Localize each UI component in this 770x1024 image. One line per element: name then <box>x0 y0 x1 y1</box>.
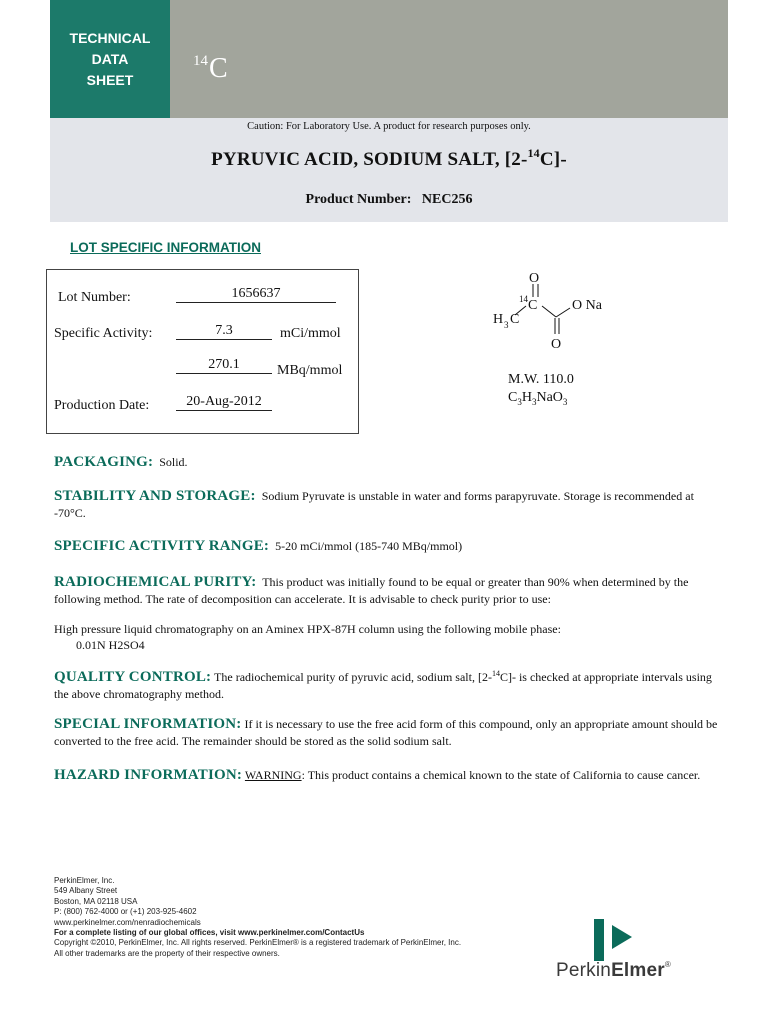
formula-sub: 3 <box>562 396 568 407</box>
purity-text: This product was initially found to be equal or greater than 90% when determined by the following method. The rate of decomposition can accelerate. It is advisable to check purity prior to use: <box>54 575 689 606</box>
specific-activity-label: Specific Activity: <box>54 326 153 341</box>
special-text: If it is necessary to use the free acid form of this compound, only an appropriate amount should be converted to the free acid. The remainder should be stored as the solid sodium salt. <box>54 717 718 748</box>
c-symbol: C <box>528 298 538 313</box>
h3c-c: C <box>510 312 520 327</box>
h3c-sub: 3 <box>504 320 509 330</box>
perkinelmer-wordmark <box>556 960 671 982</box>
bond-line <box>556 308 570 317</box>
footer-line: PerkinElmer, Inc. <box>54 876 115 885</box>
hplc-line: High pressure liquid chromatography on an Aminex HPX-87H column using the following mobile phase: <box>54 622 561 636</box>
formula-sub: 3 <box>517 396 522 407</box>
stability-heading: STABILITY AND STORAGE: <box>54 488 256 504</box>
badge-line: TECHNICAL <box>69 29 151 46</box>
product-number-value: NEC256 <box>421 192 473 207</box>
quality-section <box>54 665 724 703</box>
product-number-label: Product Number: <box>305 192 412 207</box>
product-title <box>50 146 728 171</box>
wordmark-bold: Elmer <box>611 960 665 981</box>
footer-line: Boston, MA 02118 USA <box>54 896 138 906</box>
logo-bar <box>594 919 604 961</box>
hazard-section <box>54 767 724 784</box>
hazard-text: : This product contains a chemical known to the state of California to cause cancer. <box>301 768 701 782</box>
quality-text-sup: 14 <box>491 669 500 678</box>
footer-contact <box>54 876 474 959</box>
molecular-weight: M.W. 110.0 <box>508 372 574 387</box>
isotope-mass: 14 <box>193 53 208 69</box>
packaging-section <box>54 454 724 471</box>
specific-activity-value: 7.3 <box>176 322 272 340</box>
wordmark-light: Perkin <box>556 960 612 981</box>
perkinelmer-logo-icon <box>590 915 642 965</box>
hazard-warning: WARNING <box>244 768 302 782</box>
lot-number-label: Lot Number: <box>58 290 131 305</box>
packaging-heading: PACKAGING: <box>54 454 154 470</box>
formula-sub: 3 <box>531 396 537 407</box>
quality-text-suffix: C]- is checked at appropriate intervals using the above chromatography method. <box>54 670 712 701</box>
footer-copyright: Copyright ©2010, PerkinElmer, Inc. All rights reserved. PerkinElmer® is a registered trademark of PerkinElmer, Inc. <box>54 938 462 948</box>
quality-text-prefix: The radiochemical purity of pyruvic acid, sodium salt, [2- <box>214 670 492 684</box>
stability-section <box>54 488 724 522</box>
activity-range-section <box>54 538 724 555</box>
packaging-text: Solid. <box>159 455 188 469</box>
badge-line: DATA <box>91 50 129 67</box>
mobile-phase: 0.01N H2SO4 <box>76 638 145 652</box>
lot-number-value: 1656637 <box>176 285 336 303</box>
footer-line: www.perkinelmer.com/nenradiochemicals <box>54 917 201 927</box>
title-prefix: PYRUVIC ACID, SODIUM SALT, [2- <box>211 149 528 170</box>
purity-heading: RADIOCHEMICAL PURITY: <box>54 574 257 590</box>
production-date-label: Production Date: <box>54 398 150 413</box>
formula-part: H <box>521 390 532 405</box>
isotope-symbol: C <box>209 53 228 84</box>
o-na: O Na <box>572 298 602 313</box>
specific-activity-unit2: MBq/mmol <box>277 363 343 378</box>
hazard-heading: HAZARD INFORMATION: <box>54 767 243 783</box>
special-heading: SPECIAL INFORMATION: <box>54 716 242 732</box>
footer-line: 549 Albany Street <box>54 886 118 896</box>
footer-offices-line: For a complete listing of our global offices, visit www.perkinelmer.com/ContactUs <box>54 928 365 938</box>
caution-note: Caution: For Laboratory Use. A product for research purposes only. <box>247 121 531 132</box>
footer-line: P: (800) 762-4000 or (+1) 203-925-4602 <box>54 907 197 917</box>
h3c-h: H <box>493 312 504 327</box>
formula-part: C <box>508 390 518 405</box>
specific-activity-unit: mCi/mmol <box>280 326 341 341</box>
isotope-label <box>193 46 228 84</box>
logo-triangle <box>612 925 632 949</box>
formula-part: NaO <box>536 390 563 405</box>
product-number <box>50 192 728 208</box>
activity-range-text: 5-20 mCi/mmol (185-740 MBq/mmol) <box>275 539 463 553</box>
footer-trademarks: All other trademarks are the property of their respective owners. <box>54 948 280 958</box>
o-bottom: O <box>551 337 562 352</box>
activity-range-heading: SPECIFIC ACTIVITY RANGE: <box>54 538 270 554</box>
badge-line: SHEET <box>86 71 134 88</box>
technical-data-sheet-badge <box>50 0 170 118</box>
o-top: O <box>529 271 540 286</box>
wordmark-reg: ® <box>664 960 671 969</box>
title-sup: 14 <box>527 146 540 160</box>
title-suffix: C]- <box>539 149 567 170</box>
molecular-formula <box>508 390 567 407</box>
purity-section <box>54 574 724 608</box>
lot-heading: LOT SPECIFIC INFORMATION <box>70 240 261 255</box>
bond-line <box>542 306 556 317</box>
special-section <box>54 716 724 750</box>
specific-activity-value2: 270.1 <box>176 356 272 374</box>
stability-text: Sodium Pyruvate is unstable in water and forms parapyruvate. Storage is recommended at -70°C. <box>54 489 694 520</box>
quality-heading: QUALITY CONTROL: <box>54 669 212 685</box>
c-mass: 14 <box>519 294 528 304</box>
production-date-value: 20-Aug-2012 <box>176 393 272 411</box>
